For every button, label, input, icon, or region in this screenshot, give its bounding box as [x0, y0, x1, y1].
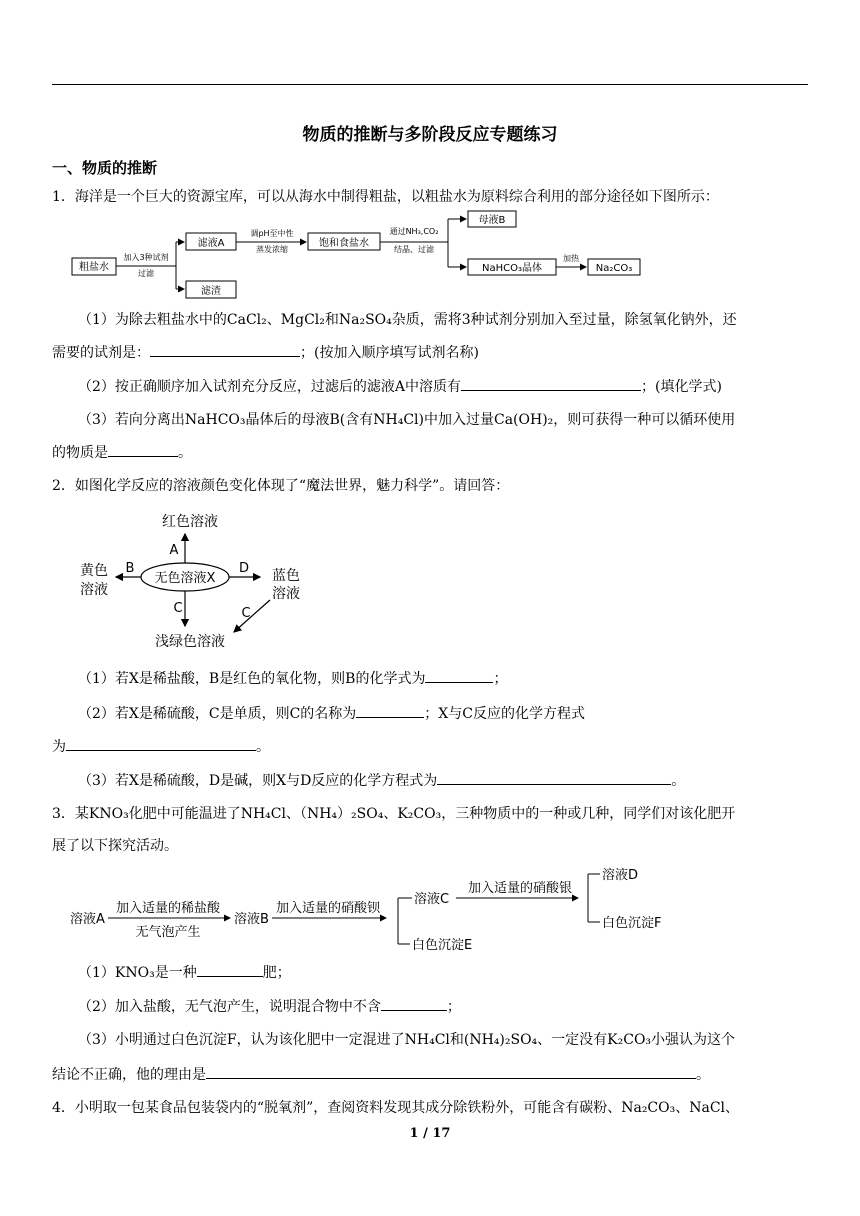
answer-blank[interactable]: [461, 376, 641, 391]
answer-blank[interactable]: [381, 996, 447, 1011]
answer-blank[interactable]: [206, 1064, 696, 1079]
page-number: 1 / 17: [409, 1126, 451, 1141]
flow-node-mother-liquor-b: 母液B: [478, 215, 506, 226]
page-title: 物质的推断与多阶段反应专题练习: [302, 125, 558, 145]
flow-node-na2co3: Na₂CO₃: [595, 263, 633, 274]
arrow-label-b: B: [125, 561, 135, 576]
center-node-x: 无色溶液X: [154, 571, 216, 586]
flow-edge-label: 调pH至中性: [250, 229, 294, 238]
answer-blank[interactable]: [197, 962, 263, 977]
flow-edge-label: 结晶、过滤: [394, 245, 434, 254]
answer-blank[interactable]: [150, 342, 300, 357]
left-node-yellow-2: 溶液: [80, 582, 108, 598]
right-node-blue-2: 溶液: [272, 586, 300, 602]
flow-node-solution-b: 溶液B: [234, 912, 269, 927]
section-heading: 一、物质的推断: [52, 159, 158, 177]
bottom-node-green: 浅绿色溶液: [155, 634, 225, 650]
flow-edge-label: 过滤: [138, 269, 154, 278]
flow-edge-label: 加入适量的稀盐酸: [115, 901, 221, 916]
answer-blank[interactable]: [437, 770, 671, 785]
q1-part3-line1: （3）若向分离出NaHCO₃晶体后的母液B(含有NH₄Cl)中加入过量Ca(OH)₂，则可获得一种可以循环使用: [78, 412, 736, 428]
flow-edge-label: 蒸发浓缩: [256, 245, 288, 254]
flow-node-precipitate-e: 白色沉淀E: [412, 938, 473, 953]
flow-edge-label: 加热: [563, 254, 579, 263]
flow-node-solution-d: 溶液D: [602, 868, 639, 883]
flow-node-nahco3: NaHCO₃晶体: [482, 263, 542, 274]
flow-node-precipitate-f: 白色沉淀F: [602, 916, 662, 931]
q1-part2: （2）按正确顺序加入试剂充分反应，过滤后的滤液A中溶质有 ；(填化学式): [78, 376, 722, 397]
top-rule: [52, 84, 808, 85]
arrow-label-c: C: [241, 606, 251, 621]
q2-part3: （3）若X是稀硫酸，D是碱，则X与D反应的化学方程式为 。: [78, 770, 685, 791]
q2-part2-line1: （2）若X是稀硫酸，C是单质，则C的名称为 ；X与C反应的化学方程式: [78, 703, 585, 724]
q2-part1: （1）若X是稀盐酸，B是红色的氧化物，则B的化学式为 ；: [78, 668, 507, 689]
q1-part3-line2: 的物质是 。: [52, 442, 192, 463]
q3-part2: （2）加入盐酸，无气泡产生，说明混合物中不含 ；: [78, 996, 461, 1017]
flow-edge-label: 加入适量的硝酸钡: [275, 901, 381, 916]
answer-blank[interactable]: [108, 442, 178, 457]
flow-edge-label: 加入适量的硝酸银: [467, 881, 573, 896]
q1-flow-diagram: [68, 208, 648, 300]
flow-node-solution-a: 溶液A: [70, 912, 105, 927]
flow-edge-label: 通过NH₃,CO₂: [389, 227, 439, 236]
q2-color-diagram: [70, 508, 320, 654]
flow-node-residue: 滤渣: [201, 286, 221, 297]
q2-part2-line2: 为 。: [52, 736, 270, 757]
q4-stem: 4．小明取一包某食品包装袋内的“脱氧剂”，查阅资料发现其成分除铁粉外，可能含有碳粉、Na₂CO₃、NaCl、: [52, 1100, 740, 1116]
arrow-label-a: A: [169, 543, 179, 558]
arrow-label-c: C: [173, 601, 183, 616]
answer-blank[interactable]: [425, 668, 493, 683]
answer-blank[interactable]: [356, 703, 424, 718]
q3-part1: （1）KNO₃是一种 肥；: [78, 962, 291, 983]
q3-part3-line2: 结论不正确，他的理由是 。: [52, 1064, 710, 1085]
right-node-blue-1: 蓝色: [272, 568, 300, 584]
q1-part1-line1: （1）为除去粗盐水中的CaCl₂、MgCl₂和Na₂SO₄杂质，需将3种试剂分别加入至过量，除氢氧化钠外，还: [78, 312, 737, 328]
flow-node-crude-brine: 粗盐水: [79, 262, 109, 273]
flow-node-saturated-brine: 饱和食盐水: [319, 238, 369, 249]
flow-edge-label: 加入3种试剂: [123, 253, 169, 262]
q2-stem: 2．如图化学反应的溶液颜色变化体现了“魔法世界，魅力科学”。请回答：: [52, 478, 510, 494]
answer-blank[interactable]: [66, 736, 256, 751]
q1-part1-line2: 需要的试剂是： ；(按加入顺序填写试剂名称): [52, 342, 479, 363]
q3-stem-line1: 3．某KNO₃化肥中可能温进了NH₄Cl、（NH₄）₂SO₄、K₂CO₃，三种物质中的一种或几种，同学们对该化肥开: [52, 806, 736, 822]
q3-stem-line2: 展了以下探究活动。: [52, 838, 178, 854]
top-node-red: 红色溶液: [162, 514, 218, 530]
flow-node-filtrate-a: 滤液A: [197, 238, 225, 249]
q3-flow-diagram: [68, 860, 688, 960]
left-node-yellow-1: 黄色: [80, 563, 108, 579]
q3-part3-line1: （3）小明通过白色沉淀F，认为该化肥中一定混进了NH₄Cl和(NH₄)₂SO₄、一定没有K₂CO₃小强认为这个: [78, 1032, 736, 1048]
q1-stem: 1．海洋是一个巨大的资源宝库，可以从海水中制得粗盐，以粗盐水为原料综合利用的部分途径如下图所示：: [52, 189, 719, 205]
arrow-label-d: D: [238, 561, 250, 576]
flow-node-solution-c: 溶液C: [414, 892, 450, 907]
flow-edge-label: 无气泡产生: [135, 925, 201, 940]
